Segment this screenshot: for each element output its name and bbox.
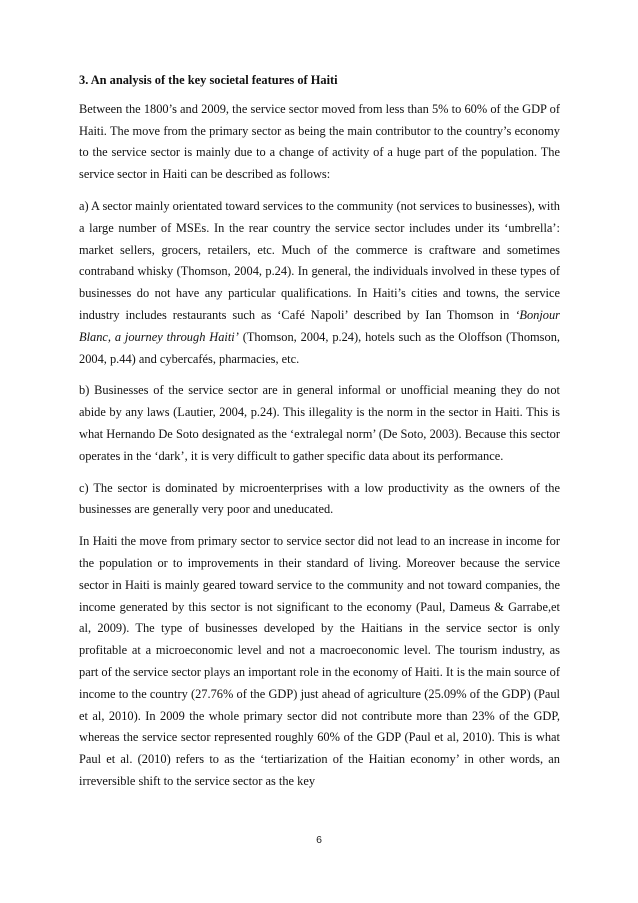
paragraph-point-a-text: a) A sector mainly orientated toward services to the community (not services to businesses), with a large number of MSEs. In the rear country the service sector includes under its ‘umbrella’: market sellers, grocers, retailers, etc. Much of the commerce is craftware and sometimes contraband whisky (Thomson, 2004, p.24). In general, the individuals involved in these types of businesses do not have any particular qualifications. In Haiti’s cities and towns, the service industry includes restaurants such as ‘Café Napoli’ described by Ian Thomson in — [79, 198, 560, 322]
paragraph-point-a — [79, 196, 560, 370]
paragraph-analysis: In Haiti the move from primary sector to service sector did not lead to an increase in income for the population or to improvements in their standard of living. Moreover because the service sector in Haiti is mainly geared toward service to the community and not toward companies, the income generated by this sector is not significant to the economy (Paul, Dameus & Garrabe,et al, 2009). The type of businesses developed by the Haitians in the service sector is only profitable at a microeconomic level and not a macroeconomic level. The tourism industry, as part of the service sector plays an important role in the economy of Haiti. It is the main source of income to the country (27.76% of the GDP) just ahead of agriculture (25.09% of the GDP) (Paul et al, 2010). In 2009 the whole primary sector did not contribute more than 23% of the GDP, whereas the service sector represented roughly 60% of the GDP (Paul et al, 2010). This is what Paul et al. (2010) refers to as the ‘tertiarization of the Haitian economy’ in other words, an irreversible shift to the service sector as the key — [79, 534, 560, 788]
paragraph-point-b: b) Businesses of the service sector are in general informal or unofficial meaning they do not abide by any laws (Lautier, 2004, p.24). This illegality is the norm in the sector in Haiti. This is what Hernando De Soto designated as the ‘extralegal norm’ (De Soto, 2003). Because this sector operates in the ‘dark’, it is very difficult to gather specific data about its performance. — [79, 383, 560, 463]
paragraph-point-c: c) The sector is dominated by microenterprises with a low productivity as the owners of the businesses are generally very poor and uneducated. — [79, 480, 560, 517]
book-title: ‘Bonjour Blanc, a journey through Haiti’ — [79, 307, 560, 344]
page-number: 6 — [316, 834, 322, 846]
paragraph-point-a-text-end: (Thomson, 2004, p.24), hotels such as the Oloffson (Thomson, 2004, p.44) and cybercafés, pharmacies, etc. — [79, 329, 560, 366]
section-heading: 3. An analysis of the key societal features of Haiti — [79, 73, 338, 87]
document-page — [79, 70, 560, 793]
paragraph-intro: Between the 1800’s and 2009, the service sector moved from less than 5% to 60% of the GDP of Haiti. The move from the primary sector as being the main contributor to the country’s economy to the service sector is mainly due to a change of activity of a huge part of the population. The service sector in Haiti can be described as follows: — [79, 101, 560, 182]
